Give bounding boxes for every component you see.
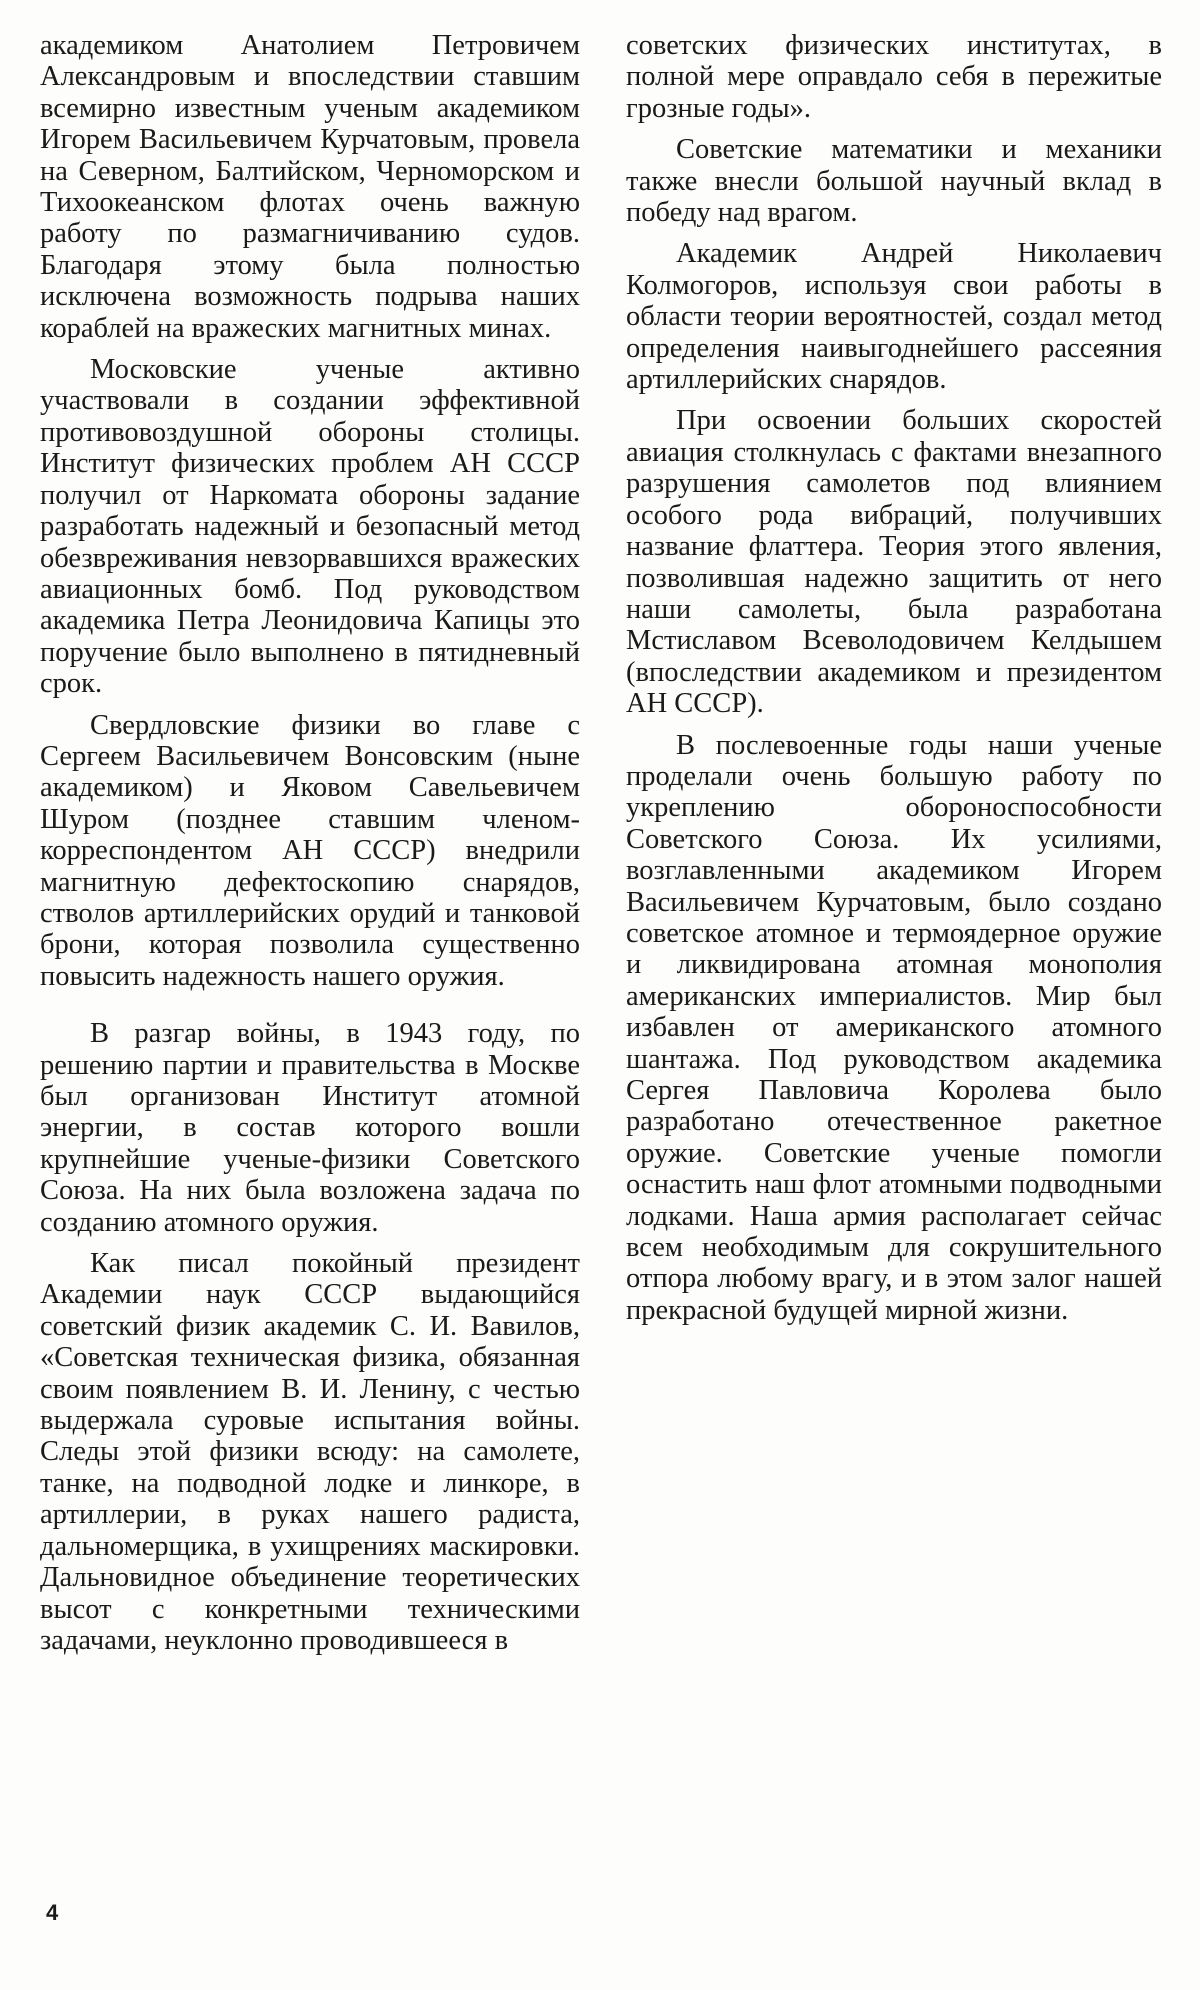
paragraph: Свердловские физики во главе с Сергеем Васильевичем Вонсовским (ныне академиком) и Яковом Савельевичем Шуром (позднее ставшим членом-корреспондентом АН СССР) внедрили магнитную дефектоскопию снарядов, стволов артиллерийских орудий и танковой брони, которая позволила существенно повысить надежность нашего оружия. <box>40 709 580 992</box>
paragraph: Советские математики и механики также внесли большой научный вклад в победу над врагом. <box>626 134 1162 229</box>
paragraph: академиком Анатолием Петровичем Александровым и впоследствии ставшим всемирно известным ученым академиком Игорем Васильевичем Курчатовым, провела на Северном, Балтийском, Черноморском и Тихоокеанском флотах очень важную работу по размагничиванию судов. Благодаря этому была полностью исключена возможность подрыва наших кораблей на вражеских магнитных минах. <box>40 30 580 344</box>
paragraph: В разгар войны, в 1943 году, по решению партии и правительства в Москве был организован Институт атомной энергии, в состав которого вошли крупнейшие ученые-физики Советского Союза. На них была возложена задача по созданию атомного оружия. <box>40 1018 580 1238</box>
page-number: 4 <box>46 1900 59 1925</box>
text-column-left <box>40 30 580 1656</box>
paragraph: При освоении больших скоростей авиация столкнулась с фактами внезапного разрушения самолетов под влиянием особого рода вибраций, получивших название флаттера. Теория этого явления, позволившая надежно защитить от него наши самолеты, была разработана Мстиславом Всеволодовичем Келдышем (впоследствии академиком и президентом АН СССР). <box>626 405 1162 720</box>
paragraph: Как писал покойный президент Академии наук СССР выдающийся советский физик академик С. И. Вавилов, «Советская техническая физика, обязанная своим появлением В. И. Ленину, с честью выдержала суровые испытания войны. Следы этой физики всюду: на самолете, танке, на подводной лодке и линкоре, в артиллерии, в руках нашего радиста, дальномерщика, в ухищрениях маскировки. Дальновидное объединение теоретических высот с конкретными техническими задачами, неуклонно проводившееся в <box>40 1248 580 1656</box>
text-column-right <box>626 30 1162 1326</box>
paragraph: советских физических институтах, в полной мере оправдало себя в пережитые грозные годы». <box>626 30 1162 124</box>
paragraph: Московские ученые активно участвовали в создании эффективной противовоздушной обороны столицы. Институт физических проблем АН СССР получил от Наркомата обороны задание разработать надежный и безопасный метод обезвреживания невзорвавшихся вражеских авиационных бомб. Под руководством академика Петра Леонидовича Капицы это поручение было выполнено в пятидневный срок. <box>40 354 580 700</box>
paragraph: Академик Андрей Николаевич Колмогоров, используя свои работы в области теории вероятностей, создал метод определения наивыгоднейшего рассеяния артиллерийских снарядов. <box>626 238 1162 396</box>
paragraph: В послевоенные годы наши ученые проделали очень большую работу по укреплению обороноспособности Советского Союза. Их усилиями, возглавленными академиком Игорем Васильевичем Курчатовым, было создано советское атомное и термоядерное оружие и ликвидирована атомная монополия американских империалистов. Мир был избавлен от американского атомного шантажа. Под руководством академика Сергея Павловича Королева было разработано отечественное ракетное оружие. Советские ученые помогли оснастить наш флот атомными подводными лодками. Наша армия располагает сейчас всем необходимым для сокрушительного отпора любому врагу, и в этом залог нашей прекрасной будущей мирной жизни. <box>626 729 1162 1326</box>
